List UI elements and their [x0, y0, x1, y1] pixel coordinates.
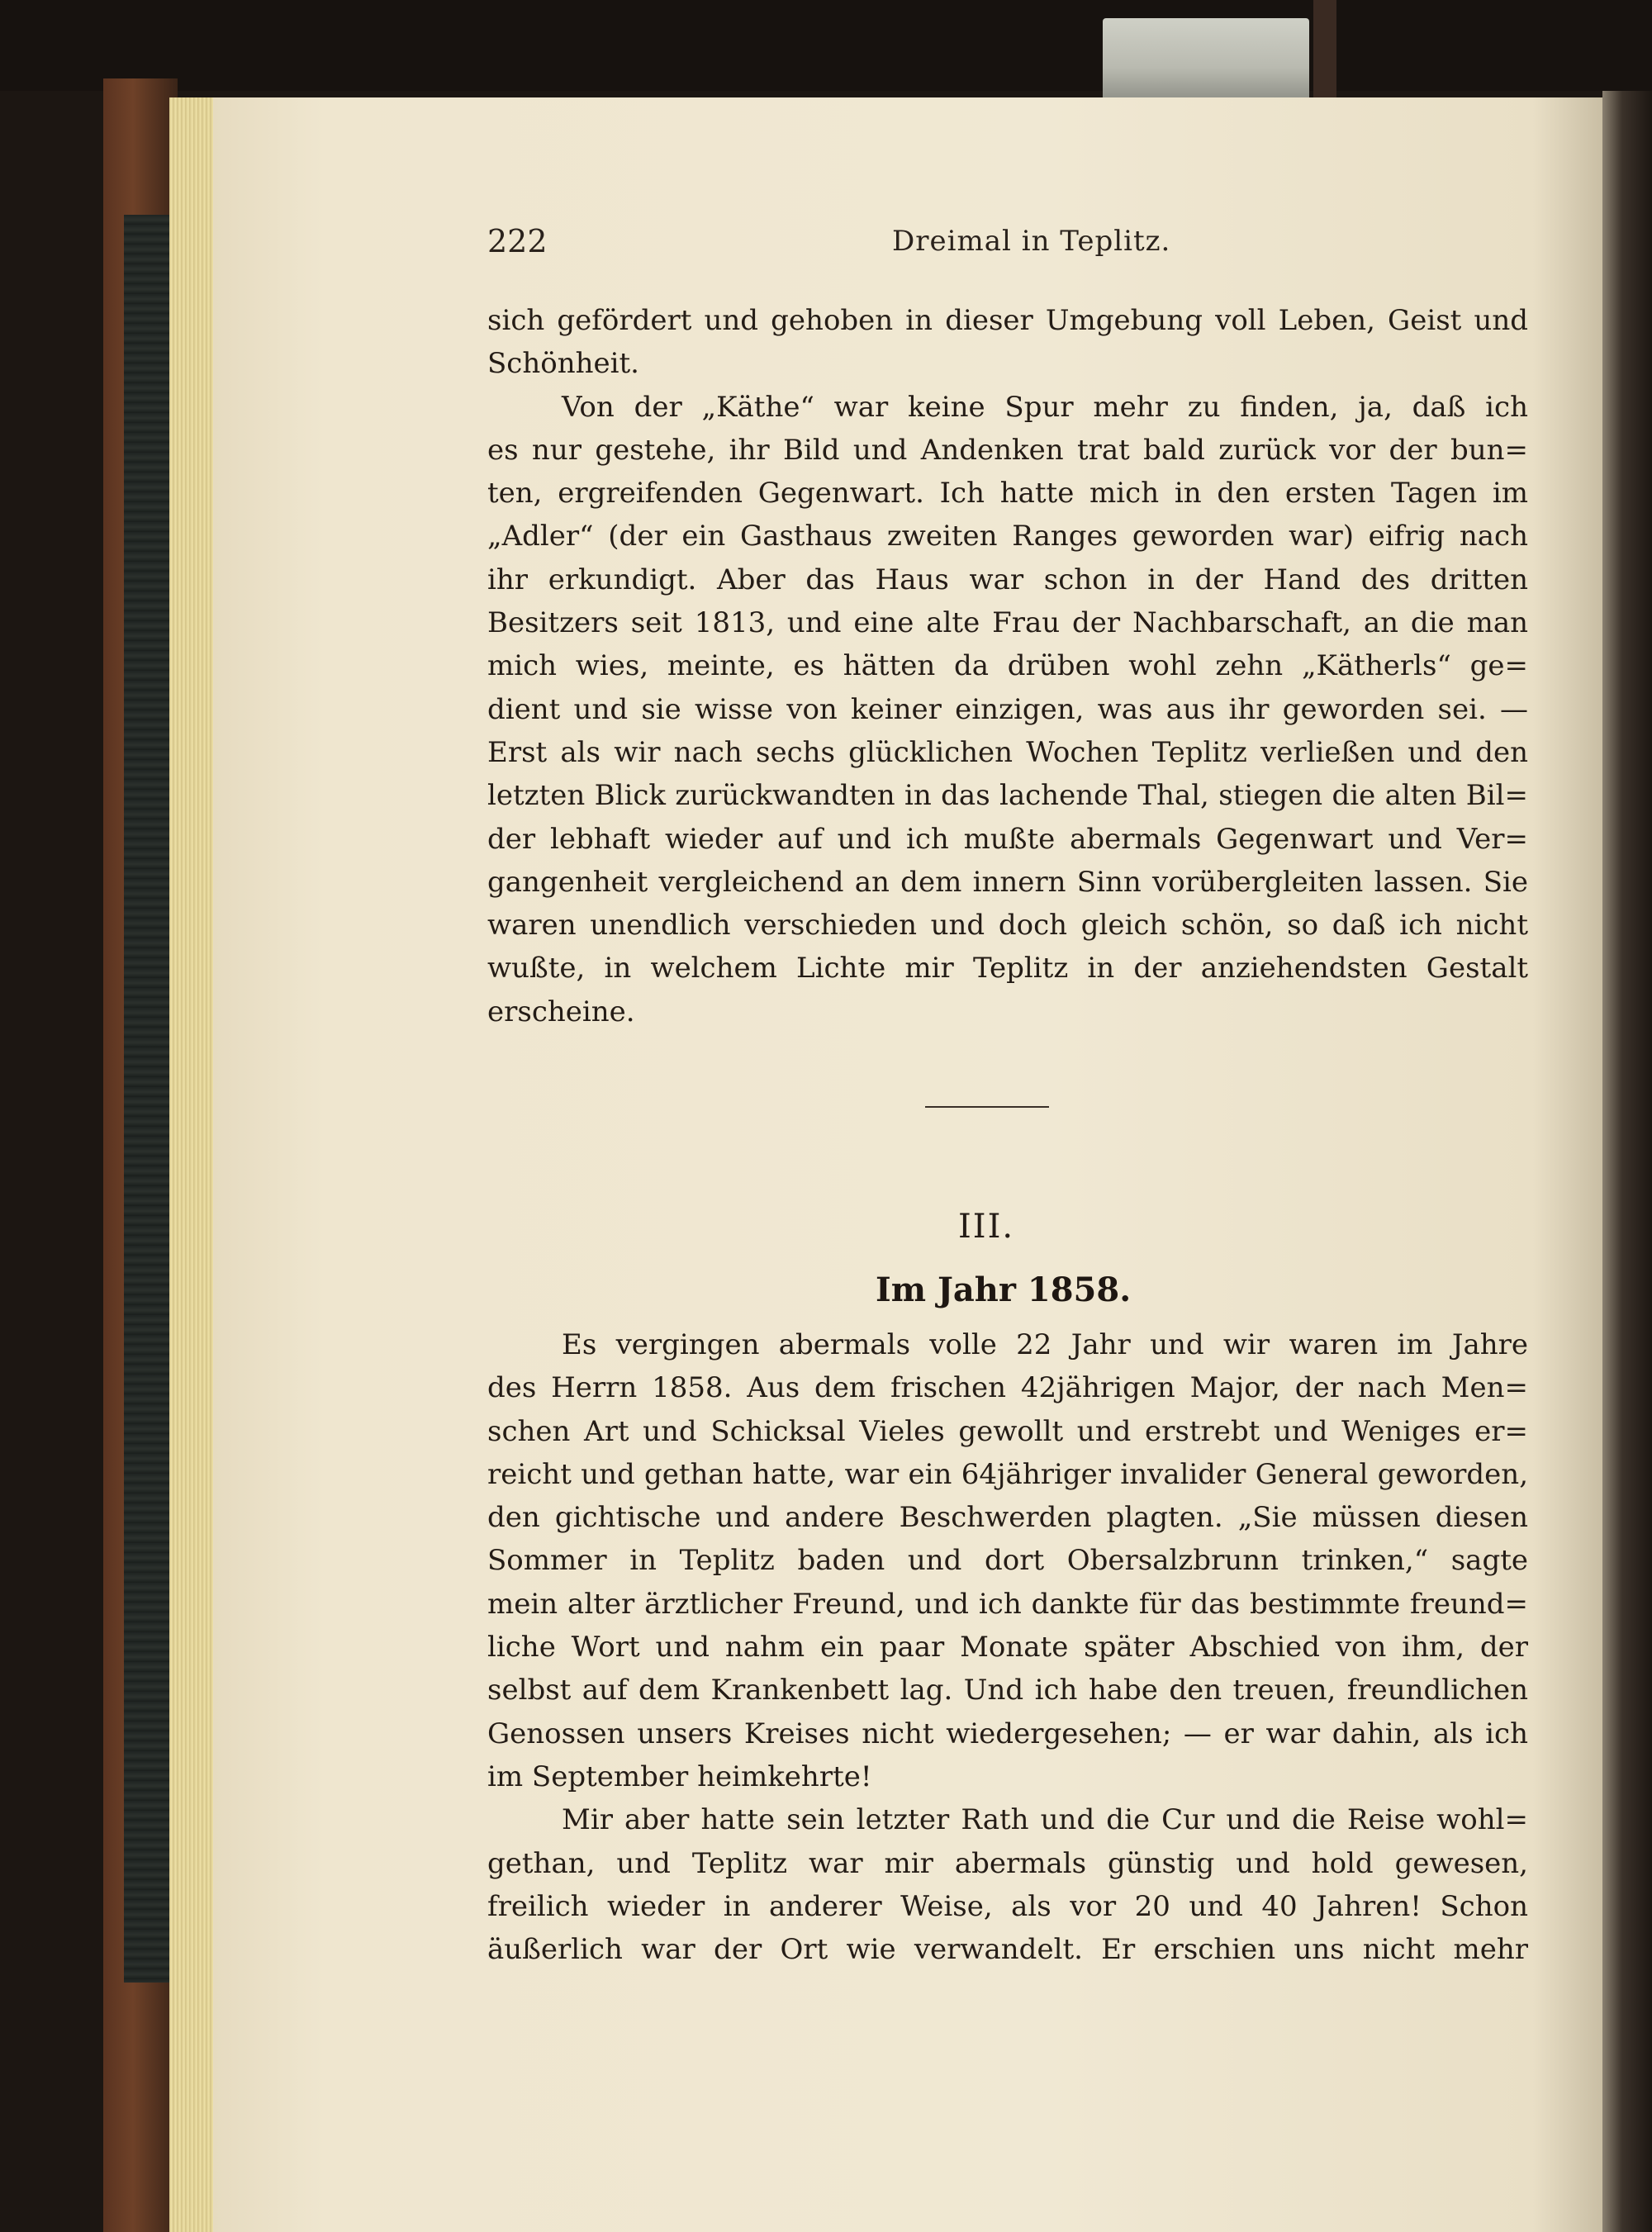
bookmark-ribbon [1313, 0, 1336, 99]
text-line: waren unendlich verschieden und doch gleich schön, so daß ich nicht [487, 909, 1528, 943]
text-line: gangenheit vergleichend an dem innern Sinn vorübergleiten lassen. Sie [487, 865, 1528, 899]
text-line: ten, ergreifenden Gegenwart. Ich hatte mich in den ersten Tagen im [487, 477, 1528, 511]
background-shadow [0, 0, 1652, 91]
text-block-upper [487, 299, 1528, 1033]
text-line: „Adler“ (der ein Gasthaus zweiten Ranges geworden war) eifrig nach [487, 520, 1528, 553]
text-line: im September heimkehrte! [487, 1759, 872, 1793]
gutter-shadow [1602, 91, 1652, 2232]
text-line: der lebhaft wieder auf und ich mußte abermals Gegenwart und Ver= [487, 822, 1528, 856]
text-line: Sommer in Teplitz baden und dort Obersalzbrunn trinken,“ sagte [487, 1544, 1528, 1578]
text-line: sich gefördert und gehoben in dieser Umgebung voll Leben, Geist und [487, 304, 1528, 337]
section-number: III. [958, 1208, 1015, 1246]
text-line: erscheine. [487, 995, 635, 1028]
text-line: es nur gestehe, ihr Bild und Andenken trat bald zurück vor der bun= [487, 433, 1528, 467]
text-line: Mir aber hatte sein letzter Rath und die Cur und die Reise wohl= [562, 1803, 1528, 1837]
text-line: gethan, und Teplitz war mir abermals günstig und hold gewesen, [487, 1846, 1528, 1880]
text-line: Von der „Käthe“ war keine Spur mehr zu finden, ja, daß ich [562, 390, 1528, 424]
text-line: mich wies, meinte, es hätten da drüben wohl zehn „Kätherls“ ge= [487, 649, 1528, 683]
text-line: äußerlich war der Ort wie verwandelt. Er erschien uns nicht mehr [487, 1933, 1528, 1967]
section-divider [925, 1106, 1049, 1108]
cover-cloth [124, 215, 169, 1983]
running-head: Dreimal in Teplitz. [892, 225, 1171, 258]
paper-tab [1103, 18, 1309, 101]
text-line: Schönheit. [487, 347, 639, 381]
page-number: 222 [487, 223, 548, 259]
text-line: schen Art und Schicksal Vieles gewollt und erstrebt und Weniges er= [487, 1414, 1528, 1448]
text-line: den gichtische und andere Beschwerden plagten. „Sie müssen diesen [487, 1501, 1528, 1535]
text-line: Erst als wir nach sechs glücklichen Wochen Teplitz verließen und den [487, 735, 1528, 769]
text-line: reicht und gethan hatte, war ein 64jähriger invalider General geworden, [487, 1457, 1528, 1491]
text-line: liche Wort und nahm ein paar Monate später Abschied von ihm, der [487, 1631, 1528, 1665]
page-header [487, 223, 1528, 264]
text-line: Genossen unsers Kreises nicht wiedergesehen; — er war dahin, als ich [487, 1717, 1528, 1750]
text-line: Es vergingen abermals volle 22 Jahr und wir waren im Jahre [562, 1328, 1528, 1361]
text-line: dient und sie wisse von keiner einzigen, was aus ihr geworden sei. — [487, 692, 1528, 726]
page-edges [169, 97, 219, 2232]
text-line: freilich wieder in anderer Weise, als vor 20 und 40 Jahren! Schon [487, 1889, 1528, 1923]
text-line: ihr erkundigt. Aber das Haus war schon in der Hand des dritten [487, 563, 1528, 596]
text-line: letzten Blick zurückwandten in das lachende Thal, stiegen die alten Bil= [487, 779, 1528, 813]
section-title: Im Jahr 1858. [876, 1270, 1132, 1309]
text-line: wußte, in welchem Lichte mir Teplitz in der anziehendsten Gestalt [487, 952, 1528, 985]
text-line: mein alter ärztlicher Freund, und ich dankte für das bestimmte freund= [487, 1587, 1528, 1621]
text-line: Besitzers seit 1813, und eine alte Frau der Nachbarschaft, an die man [487, 606, 1528, 640]
text-line: des Herrn 1858. Aus dem frischen 42jährigen Major, der nach Men= [487, 1371, 1528, 1405]
text-line: selbst auf dem Krankenbett lag. Und ich habe den treuen, freundlichen [487, 1674, 1528, 1707]
text-block-lower [487, 1323, 1528, 1971]
